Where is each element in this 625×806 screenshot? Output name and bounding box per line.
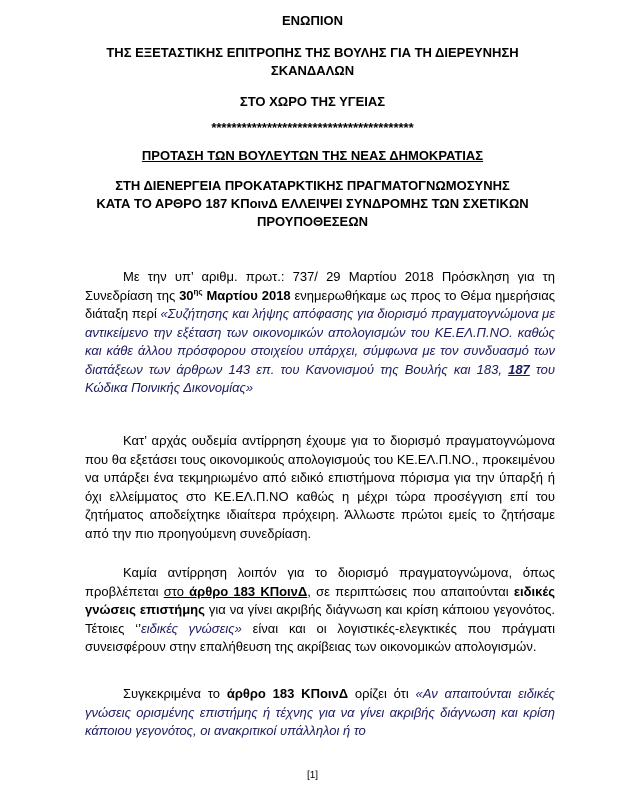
heading-before: ΕΝΩΠΙΟΝ bbox=[282, 13, 343, 28]
paragraph-specifically bbox=[85, 685, 555, 741]
agenda-quote: «Συζήτησης και λήψης απόφασης για διορισμό πραγματογνώμονα με αντικείμενο την εξέταση των οικονομικών απολογισμών του ΚΕ.ΕΛ.Π.ΝΟ. καθώς και κάθε άλλου πρόσφορου στοιχείου υπάρχει, σύμφωνα με τον συνδυασμό των διατάξεων των άρθρων 143 επ. του Κανονισμού της Βουλής και 183, bbox=[85, 306, 555, 377]
heading-subject-line3: ΠΡΟΥΠΟΘΕΣΕΩΝ bbox=[256, 214, 369, 229]
article-183-reference: άρθρο 183 ΚΠοινΔ bbox=[189, 583, 308, 599]
heading-subject-line2: ΚΑΤΑ ΤΟ ΑΡΘΡΟ 187 ΚΠοινΔ ΕΛΛΕΙΨΕΙ ΣΥΝΔΡΟΜΗΣ ΤΩΝ ΣΧΕΤΙΚΩΝ bbox=[96, 196, 529, 211]
agenda-quote-article: 187 bbox=[508, 361, 530, 377]
article-cases-text: , σε περιπτώσεις που απαιτούνται bbox=[307, 583, 514, 599]
article-183-bold: άρθρο 183 ΚΠοινΔ bbox=[226, 686, 349, 701]
diagnosis-text: για να γίνει ακριβής διάγνωση και κρίση κάποιου γεγονότος. Τέτοιες ‘’ bbox=[85, 602, 556, 636]
article-183-quote: «Αν απαιτούνται ειδικές γνώσεις ορισμένης επιστήμης ή τέχνης για να γίνει ακριβής διάγνωση και κρίση κάποιου γεγονότος, οι ανακριτικοί υπάλληλοι ή το bbox=[85, 686, 555, 738]
special-knowledge-phrase: ειδικές γνώσεις επιστήμης bbox=[85, 583, 555, 617]
paragraph-article-183 bbox=[85, 564, 555, 657]
heading-scandals: ΣΚΑΝΔΑΛΩΝ bbox=[270, 63, 355, 78]
session-date-suffix: ης bbox=[193, 287, 203, 297]
page-number: [1] bbox=[306, 770, 319, 781]
agenda-quote-end: του Κώδικα Ποινικής Δικονομίας» bbox=[85, 361, 555, 395]
article-intro-text: Καμία αντίρρηση λοιπόν για το διορισμό πραγματογνώμονα, όπως προβλέπεται bbox=[85, 565, 555, 599]
heading-stars-divider: **************************************** bbox=[211, 120, 414, 135]
specifically-intro: Συγκεκριμένα το bbox=[123, 686, 227, 701]
accounting-text: είναι και οι λογιστικές-ελεγκτικές που πράγματι συνεισφέρουν στην επαλήθευση της ακρίβειας των οικονομικών απολογισμών. bbox=[85, 620, 555, 654]
heading-health-sector: ΣΤΟ ΧΩΡΟ ΤΗΣ ΥΓΕΙΑΣ bbox=[239, 94, 386, 109]
heading-subject-line1: ΣΤΗ ΔΙΕΝΕΡΓΕΙΑ ΠΡΟΚΑΤΑΡΚΤΙΚΗΣ ΠΡΑΓΜΑΤΟΓΝΩΜΟΣΥΝΗΣ bbox=[115, 178, 510, 193]
heading-committee: ΤΗΣ ΕΞΕΤΑΣΤΙΚΗΣ ΕΠΙΤΡΟΠΗΣ ΤΗΣ ΒΟΥΛΗΣ ΓΙΑ ΤΗ ΔΙΕΡΕΥΝΗΣΗ bbox=[106, 45, 519, 60]
invitation-text: Με την υπ’ αριθμ. πρωτ.: 737/ 29 Μαρτίου 2018 Πρόσκληση για τη Συνεδρίαση της bbox=[85, 269, 555, 303]
paragraph-invitation bbox=[85, 268, 555, 398]
heading-proposal: ΠΡΟΤΑΣΗ ΤΩΝ ΒΟΥΛΕΥΤΩΝ ΤΗΣ ΝΕΑΣ ΔΗΜΟΚΡΑΤΙΑΣ bbox=[141, 148, 484, 163]
session-date-month: Μαρτίου 2018 bbox=[202, 287, 291, 303]
special-knowledge-quote: ειδικές γνώσεις» bbox=[141, 620, 242, 636]
invitation-topic-intro: ενημερωθήκαμε ως προς το Θέμα ημερήσιας διάταξη περί bbox=[85, 287, 555, 321]
session-date-day: 30 bbox=[179, 287, 194, 303]
article-prefix: στο bbox=[163, 583, 190, 599]
paragraph-no-objection: Κατ’ αρχάς ουδεμία αντίρρηση έχουμε για το διορισμό πραγματογνώμονα που θα εξετάσει τους οικονομικούς απολογισμούς του ΚΕ.ΕΛ.Π.ΝΟ., προκειμένου να υπάρξει ένα τεκμηριωμένο από ειδικό επιστήμονα πόρισμα για την ύπαρξή ή όχι ελλείμματος στο ΚΕ.ΕΛ.Π.ΝΟ καθώς η μέχρι τώρα προσέγγιση επί του ζητήματος αποδείχτηκε ιδιαίτερα πρόχειρη. Άλλωστε πρώτοι εμείς το ζητήσαμε από την πιο προηγούμενη συνεδρίαση. bbox=[85, 433, 555, 541]
specifically-states: ορίζει ότι bbox=[348, 686, 416, 701]
